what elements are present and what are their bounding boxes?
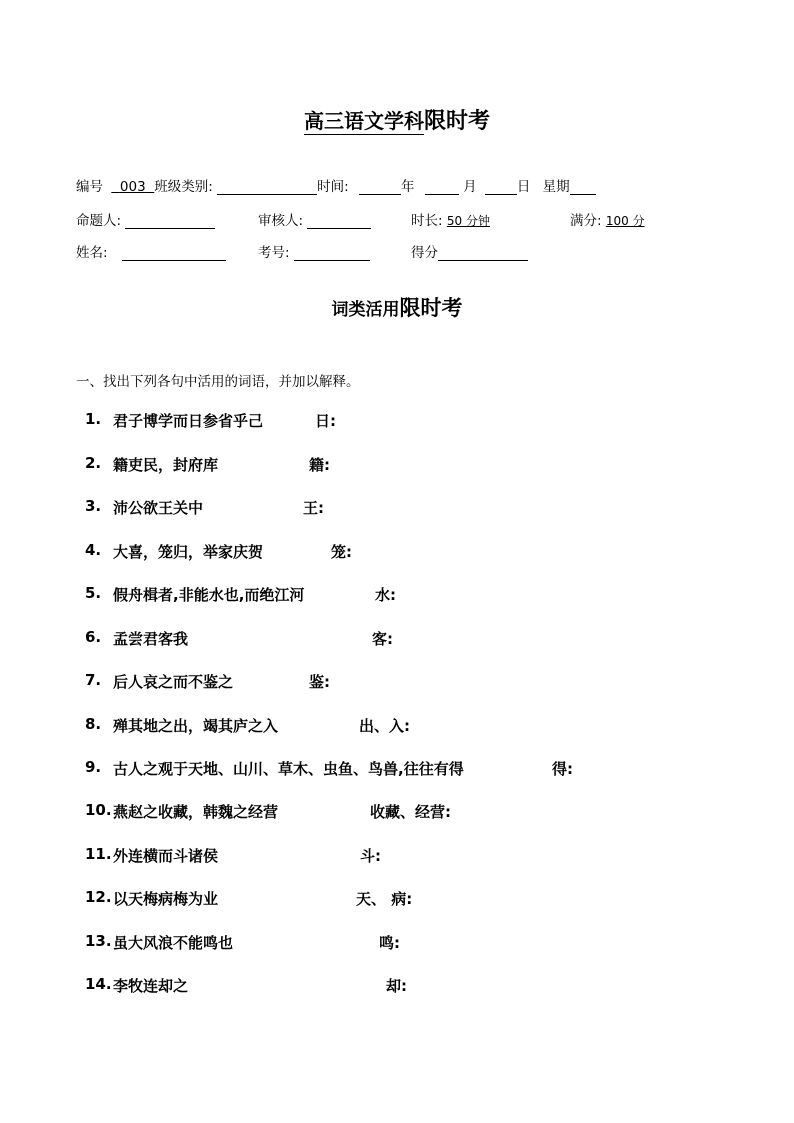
day-label: 日 — [516, 179, 531, 195]
question-number: 12. — [85, 888, 112, 906]
question-number: 2. — [85, 454, 102, 472]
year-label: 年 — [400, 179, 415, 195]
question-number: 10. — [85, 801, 112, 819]
score-label: 得分 — [411, 245, 438, 261]
reviewer-blank[interactable] — [307, 214, 371, 229]
duration-field — [411, 209, 490, 229]
answer-label: 天、 病: — [356, 890, 413, 908]
question-number: 14. — [85, 975, 112, 993]
question-text: 外连横而斗诸侯 — [113, 847, 219, 865]
question-number: 13. — [85, 932, 112, 950]
answer-label: 却: — [386, 977, 407, 995]
question-text: 籍吏民，封府库 — [113, 456, 219, 474]
fullscore-value: 100 分 — [605, 214, 645, 228]
info-row-1 — [76, 175, 596, 195]
answer-label: 籍: — [309, 456, 330, 474]
time-label: 时间: — [317, 179, 349, 195]
question-text: 以天梅病梅为业 — [113, 890, 219, 908]
fullscore-field — [570, 209, 645, 229]
question-text: 孟尝君客我 — [113, 630, 189, 648]
question-number: 8. — [85, 715, 102, 733]
section-title-topic: 词类活用 — [331, 300, 400, 320]
name-label: 姓名: — [76, 245, 108, 261]
question-number: 7. — [85, 671, 102, 689]
question-number: 5. — [85, 584, 102, 602]
duration-label: 时长: — [411, 213, 443, 229]
author-field — [76, 209, 215, 229]
answer-label: 客: — [372, 630, 393, 648]
examno-blank[interactable] — [294, 246, 370, 261]
question-text: 假舟楫者,非能水也,而绝江河 — [113, 586, 305, 604]
question-number: 1. — [85, 410, 102, 428]
month-blank[interactable] — [425, 180, 459, 195]
instruction: 一、找出下列各句中活用的词语，并加以解释。 — [76, 374, 360, 390]
title-subject: 高三语文学科 — [303, 109, 424, 133]
name-field — [76, 241, 226, 261]
question-text: 殚其地之出，竭其庐之入 — [113, 717, 279, 735]
answer-label: 日: — [315, 412, 336, 430]
answer-label: 鉴: — [309, 673, 330, 691]
id-label: 编号 — [76, 179, 103, 195]
question-text: 大喜，笼归，举家庆贺 — [113, 543, 264, 561]
id-value: 003 — [119, 179, 146, 195]
month-label: 月 — [463, 179, 477, 195]
question-text: 沛公欲王关中 — [113, 499, 204, 517]
score-blank[interactable] — [438, 246, 528, 261]
score-field — [411, 241, 528, 261]
answer-label: 笼: — [331, 543, 352, 561]
class-label: 班级类别: — [154, 179, 213, 195]
question-number: 11. — [85, 845, 112, 863]
section-title — [0, 292, 794, 322]
answer-label: 收藏、经营: — [370, 803, 451, 821]
weekday-blank[interactable] — [570, 180, 596, 195]
author-label: 命题人: — [76, 213, 122, 229]
question-number: 9. — [85, 758, 102, 776]
duration-value: 50 分钟 — [446, 214, 490, 228]
answer-label: 鸣: — [379, 934, 400, 952]
weekday-label: 星期 — [542, 179, 570, 195]
author-blank[interactable] — [125, 214, 215, 229]
day-blank[interactable] — [485, 180, 517, 195]
reviewer-field — [258, 209, 371, 229]
answer-label: 斗: — [360, 847, 381, 865]
year-blank[interactable] — [359, 180, 401, 195]
question-text: 君子博学而日参省乎己 — [113, 412, 264, 430]
question-number: 3. — [85, 497, 102, 515]
answer-label: 水: — [375, 586, 396, 604]
examno-field — [258, 241, 370, 261]
section-title-exam: 限时考 — [399, 296, 463, 320]
answer-label: 王: — [303, 499, 324, 517]
question-number: 4. — [85, 541, 102, 559]
title-exam: 限时考 — [423, 109, 490, 134]
question-text: 燕赵之收藏，韩魏之经营 — [113, 803, 279, 821]
examno-label: 考号: — [258, 245, 290, 261]
question-text: 后人哀之而不鉴之 — [113, 673, 234, 691]
question-number: 6. — [85, 628, 102, 646]
name-blank[interactable] — [122, 246, 226, 261]
reviewer-label: 审核人: — [258, 213, 304, 229]
question-text: 虽大风浪不能鸣也 — [113, 934, 234, 952]
answer-label: 得: — [552, 760, 573, 778]
answer-label: 出、入: — [359, 717, 410, 735]
question-text: 李牧连却之 — [113, 977, 189, 995]
class-blank[interactable] — [217, 180, 317, 195]
fullscore-label: 满分: — [570, 213, 602, 229]
question-text: 古人之观于天地、山川、草木、虫鱼、鸟兽,往往有得 — [113, 760, 464, 778]
page-title — [0, 104, 794, 135]
